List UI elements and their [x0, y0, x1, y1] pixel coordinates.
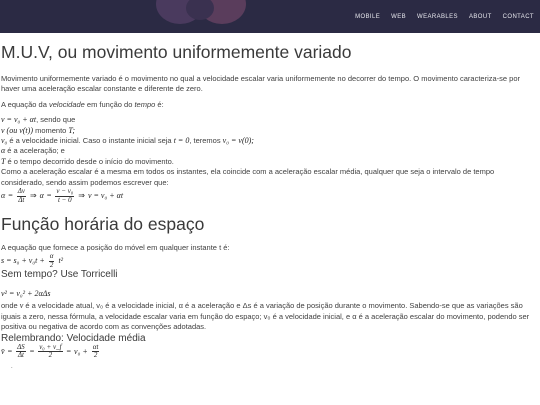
velocity-eq-intro: A equação da velocidade em função do tempo é: — [1, 99, 164, 109]
def-v-line: v (ou v(t)) momento T; — [1, 125, 76, 135]
nav-about[interactable]: ABOUT — [468, 13, 492, 20]
space-equation: s = s₀ + v₀t + $\frac{\alpha}{2}$ t² — [1, 252, 64, 269]
nav-contact[interactable]: CONTACT — [502, 13, 534, 20]
recap-title: Relembrando: Velocidade média — [1, 332, 146, 344]
brand-logo[interactable] — [140, 0, 270, 26]
intro-paragraph: Movimento uniformemente variado é o movimento no qual a velocidade escalar varia uniformemente no decorrer do tempo. O movimento caracteriza-se por haver uma aceleração escalar constante e diferente de zero. — [1, 74, 521, 94]
velocity-equation-line: v = v₀ + αt, sendo que — [1, 115, 76, 125]
mean-velocity-equation: v̄ = $\frac{\Delta S}{\Delta t}$ = $\frac{\text{v₀ + v\_f}}{2}$ = v₀ + $\frac{\alpha t}{2}$ — [1, 342, 99, 360]
article-title: M.U.V, ou movimento uniformemente variado — [1, 42, 352, 62]
torricelli-equation: v² = v₀² + 2αΔs — [1, 289, 51, 299]
top-navbar — [0, 0, 540, 33]
section-title-space-function: Função horária do espaço — [1, 214, 205, 235]
space-intro: A equação que fornece a posição do móvel em qualquer instante t é: — [1, 243, 230, 253]
def-T-line: T é o tempo decorrido desde o início do movimento. — [1, 156, 174, 166]
bullet-dot: . — [11, 363, 13, 370]
acceleration-equation: α = $\frac{\Delta v}{\Delta t}$ ⇒ α = $\frac{\text{v − v₀}}{t - 0}$ ⇒ v = v₀ + αt — [1, 187, 124, 204]
nav-mobile[interactable]: MOBILE — [355, 13, 381, 20]
torricelli-title: Sem tempo? Use Torricelli — [1, 269, 118, 281]
nav-wearables[interactable]: WEARABLES — [417, 13, 458, 20]
def-v0-line: v₀ é a velocidade inicial. Caso o instante inicial seja t = 0, teremos v₀ = v(0); — [1, 136, 254, 146]
velocity-equation: v = v₀ + αt — [1, 115, 37, 125]
acceleration-paragraph: Como a aceleração escalar é a mesma em todos os instantes, ela coincide com a aceleração escalar média, qualquer que seja o intervalo de tempo considerado, sendo assim podemos escrever que: — [1, 167, 495, 187]
nav-web[interactable]: WEB — [391, 13, 407, 20]
def-alpha-line: α é a aceleração; e — [1, 146, 65, 156]
torricelli-paragraph: onde v é a velocidade atual, v₀ é a velocidade inicial, α é a aceleração e Δs é a variação de posição durante o movimento. Sabendo-se que as variações são iguais a zero, nessa fórmula, a velocidade escalar varia em função do espaço; v₀ é a velocidade inicial, e α é a aceleração escalar do movimento, podendo ser positiva ou negativa de acordo com as convenções adotadas. — [1, 301, 530, 332]
article-content — [0, 42, 540, 370]
main-nav — [344, 0, 534, 33]
